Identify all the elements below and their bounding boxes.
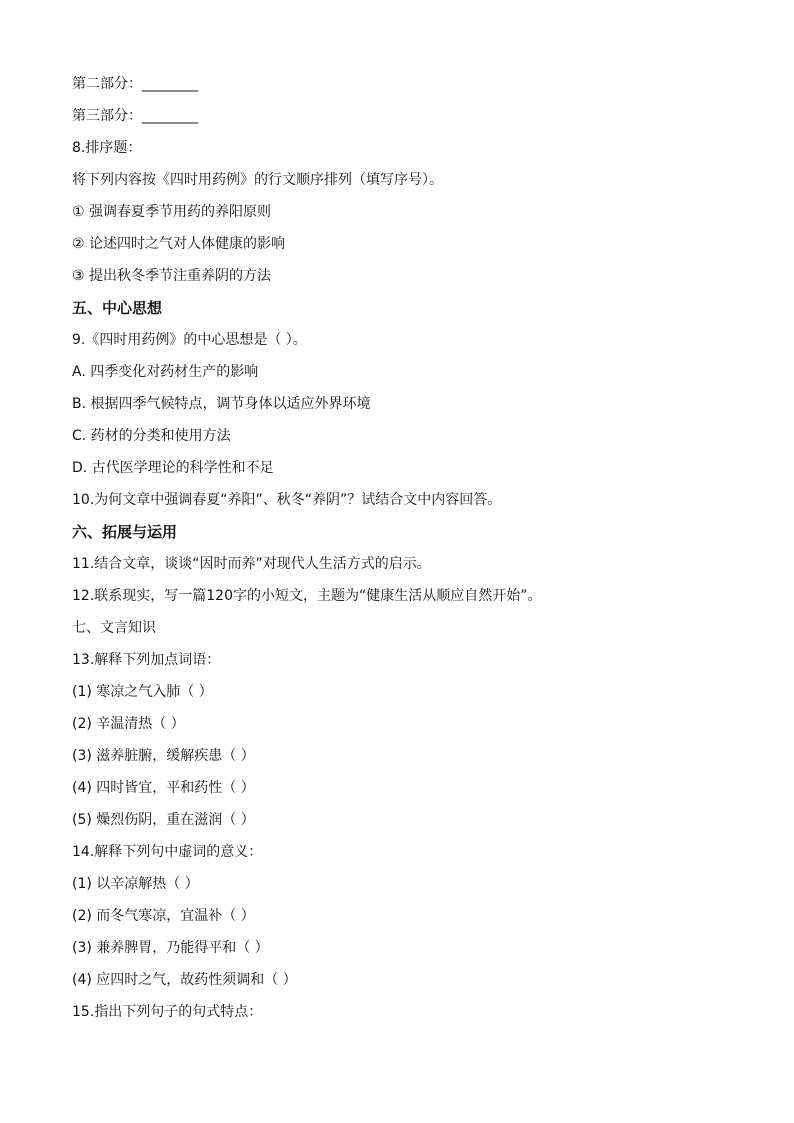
text-line: 将下列内容按《四时用药例》的行文顺序排列（填写序号）。 xyxy=(72,172,443,188)
text-line: (2) 辛温清热（ ） xyxy=(72,716,185,732)
text-line: (3) 滋养脏腑，缓解疾患（ ） xyxy=(72,748,255,764)
text-line: (3) 兼养脾胃，乃能得平和（ ） xyxy=(72,940,269,956)
section-heading: 六、拓展与运用 xyxy=(72,523,178,541)
text-line: (4) 四时皆宜，平和药性（ ） xyxy=(72,780,255,796)
text-line: ② 论述四时之气对人体健康的影响 xyxy=(72,236,286,252)
text-line: 14.解释下列句中虚词的意义： xyxy=(72,844,263,860)
text-line: (5) 燥烈伤阴，重在滋润（ ） xyxy=(72,812,255,828)
text-line: 第二部分：________ xyxy=(72,76,198,92)
text-line: 13.解释下列加点词语： xyxy=(72,652,221,668)
text-line: 七、文言知识 xyxy=(72,620,156,636)
text-line: B. 根据四季气候特点，调节身体以适应外界环境 xyxy=(72,396,371,412)
text-line: (1) 以辛凉解热（ ） xyxy=(72,876,199,892)
text-line: ① 强调春夏季节用药的养阳原则 xyxy=(72,204,272,220)
text-line: 15.指出下列句子的句式特点： xyxy=(72,1004,263,1020)
text-line: 10.为何文章中强调春夏“养阳”、秋冬“养阴”？试结合文中内容回答。 xyxy=(72,492,502,508)
text-line: (1) 寒凉之气入肺（ ） xyxy=(72,684,213,700)
text-line: 11.结合文章，谈谈“因时而养”对现代人生活方式的启示。 xyxy=(72,556,431,572)
text-line: C. 药材的分类和使用方法 xyxy=(72,428,231,444)
text-line: 12.联系现实，写一篇120字的小短文，主题为“健康生活从顺应自然开始”。 xyxy=(72,588,542,604)
text-line: ③ 提出秋冬季节注重养阴的方法 xyxy=(72,268,272,284)
text-line: A. 四季变化对药材生产的影响 xyxy=(72,364,259,380)
text-line: (2) 而冬气寒凉，宜温补（ ） xyxy=(72,908,255,924)
section-heading: 五、中心思想 xyxy=(72,299,163,317)
text-line: D. 古代医学理论的科学性和不足 xyxy=(72,460,274,476)
text-line: 9.《四时用药例》的中心思想是（ ）。 xyxy=(72,332,307,348)
text-line: 第三部分：________ xyxy=(72,108,198,124)
text-line: 8.排序题： xyxy=(72,140,142,156)
text-line: (4) 应四时之气，故药性须调和（ ） xyxy=(72,972,297,988)
